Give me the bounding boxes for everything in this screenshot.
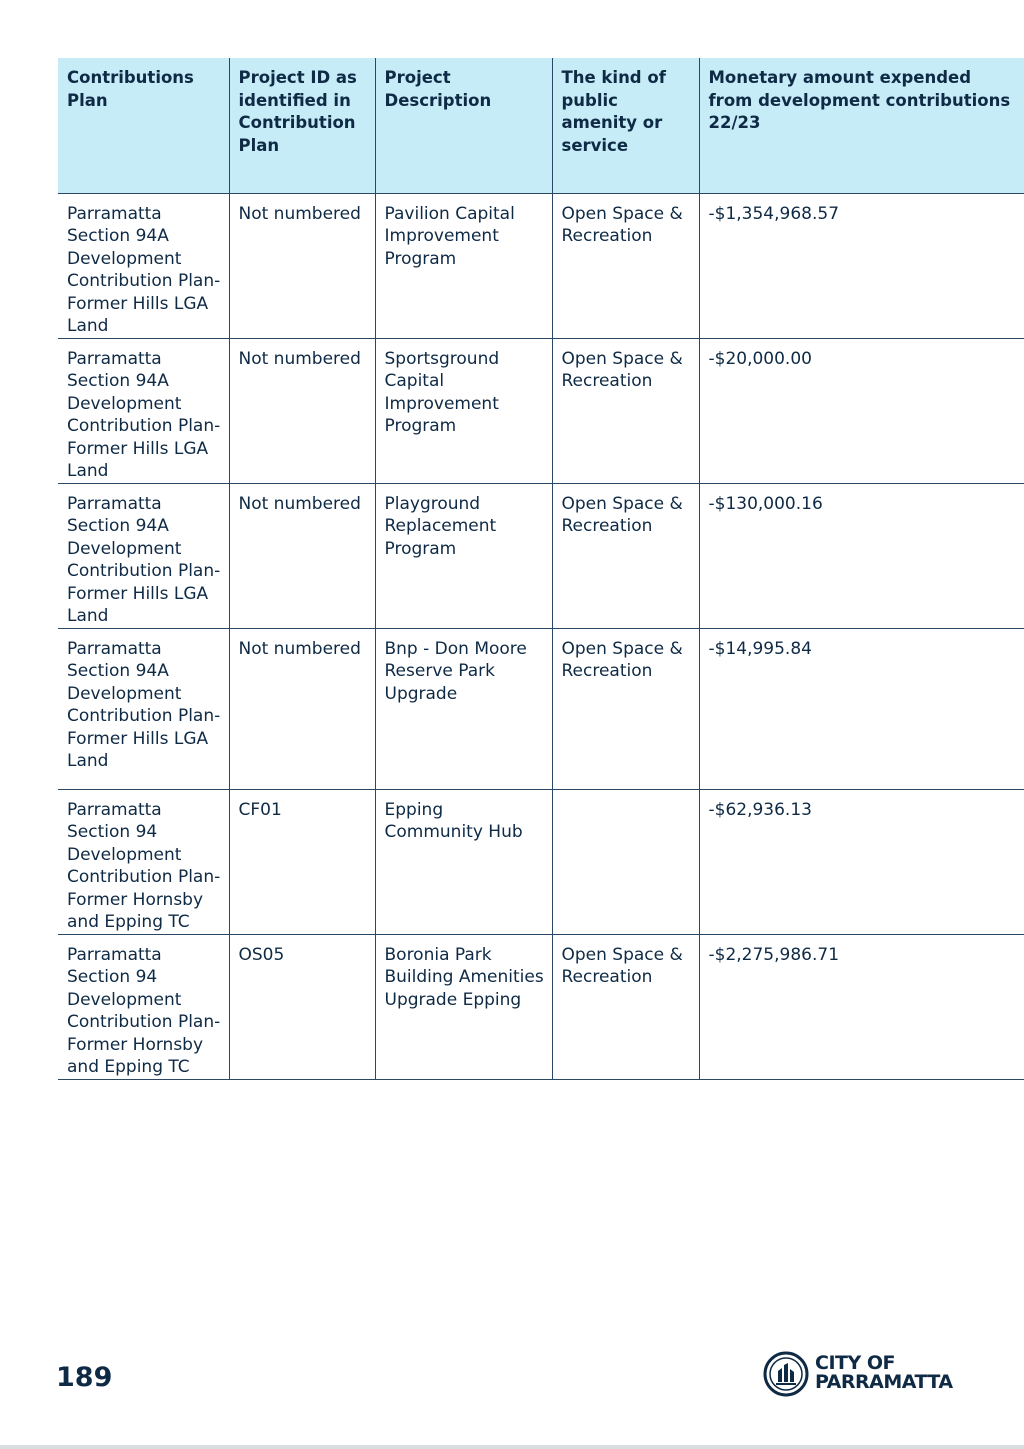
cell-project-id: Not numbered [229,338,375,483]
city-of-parramatta-logo [763,1351,963,1397]
cell-plan: Parramatta Section 94 Development Contribution Plan-Former Hornsby and Epping TC [58,789,229,934]
logo-wordmark [815,1354,953,1392]
cell-plan: Parramatta Section 94A Development Contribution Plan-Former Hills LGA Land [58,483,229,628]
cell-amount: -$130,000.16 [699,483,1024,628]
logo-line-2: PARRAMATTA [815,1371,953,1393]
header-project-description: Project Description [375,58,552,193]
cell-description: Epping Community Hub [375,789,552,934]
city-crest-icon [763,1351,809,1397]
header-project-id: Project ID as identified in Contribution Plan [229,58,375,193]
page-edge-strip [0,1445,1024,1449]
table-row [58,934,1024,1079]
table-row [58,789,1024,934]
cell-amount: -$14,995.84 [699,628,1024,789]
header-contributions-plan: Contributions Plan [58,58,229,193]
header-monetary-amount: Monetary amount expended from development contributions 22/23 [699,58,1024,193]
cell-description: Pavilion Capital Improvement Program [375,193,552,338]
cell-project-id: Not numbered [229,628,375,789]
table-header-row [58,58,1024,193]
cell-plan: Parramatta Section 94A Development Contribution Plan-Former Hills LGA Land [58,338,229,483]
cell-amount: -$2,275,986.71 [699,934,1024,1079]
cell-plan: Parramatta Section 94 Development Contribution Plan-Former Hornsby and Epping TC [58,934,229,1079]
cell-amenity [552,789,699,934]
cell-description: Playground Replacement Program [375,483,552,628]
cell-amount: -$1,354,968.57 [699,193,1024,338]
cell-amenity: Open Space & Recreation [552,193,699,338]
cell-project-id: OS05 [229,934,375,1079]
cell-plan: Parramatta Section 94A Development Contribution Plan-Former Hills LGA Land [58,193,229,338]
cell-project-id: Not numbered [229,483,375,628]
table-row [58,193,1024,338]
cell-description: Sportsground Capital Improvement Program [375,338,552,483]
page-number: 189 [56,1362,113,1393]
cell-project-id: CF01 [229,789,375,934]
header-amenity-kind: The kind of public amenity or service [552,58,699,193]
cell-amenity: Open Space & Recreation [552,338,699,483]
cell-amenity: Open Space & Recreation [552,934,699,1079]
cell-amenity: Open Space & Recreation [552,483,699,628]
contributions-table [58,58,1024,1080]
cell-amenity: Open Space & Recreation [552,628,699,789]
cell-description: Boronia Park Building Amenities Upgrade Epping [375,934,552,1079]
cell-amount: -$20,000.00 [699,338,1024,483]
cell-description: Bnp - Don Moore Reserve Park Upgrade [375,628,552,789]
cell-amount: -$62,936.13 [699,789,1024,934]
cell-project-id: Not numbered [229,193,375,338]
table-row [58,483,1024,628]
logo-line-1: CITY OF [815,1352,895,1374]
cell-plan: Parramatta Section 94A Development Contribution Plan-Former Hills LGA Land [58,628,229,789]
table-row [58,628,1024,789]
table-row [58,338,1024,483]
